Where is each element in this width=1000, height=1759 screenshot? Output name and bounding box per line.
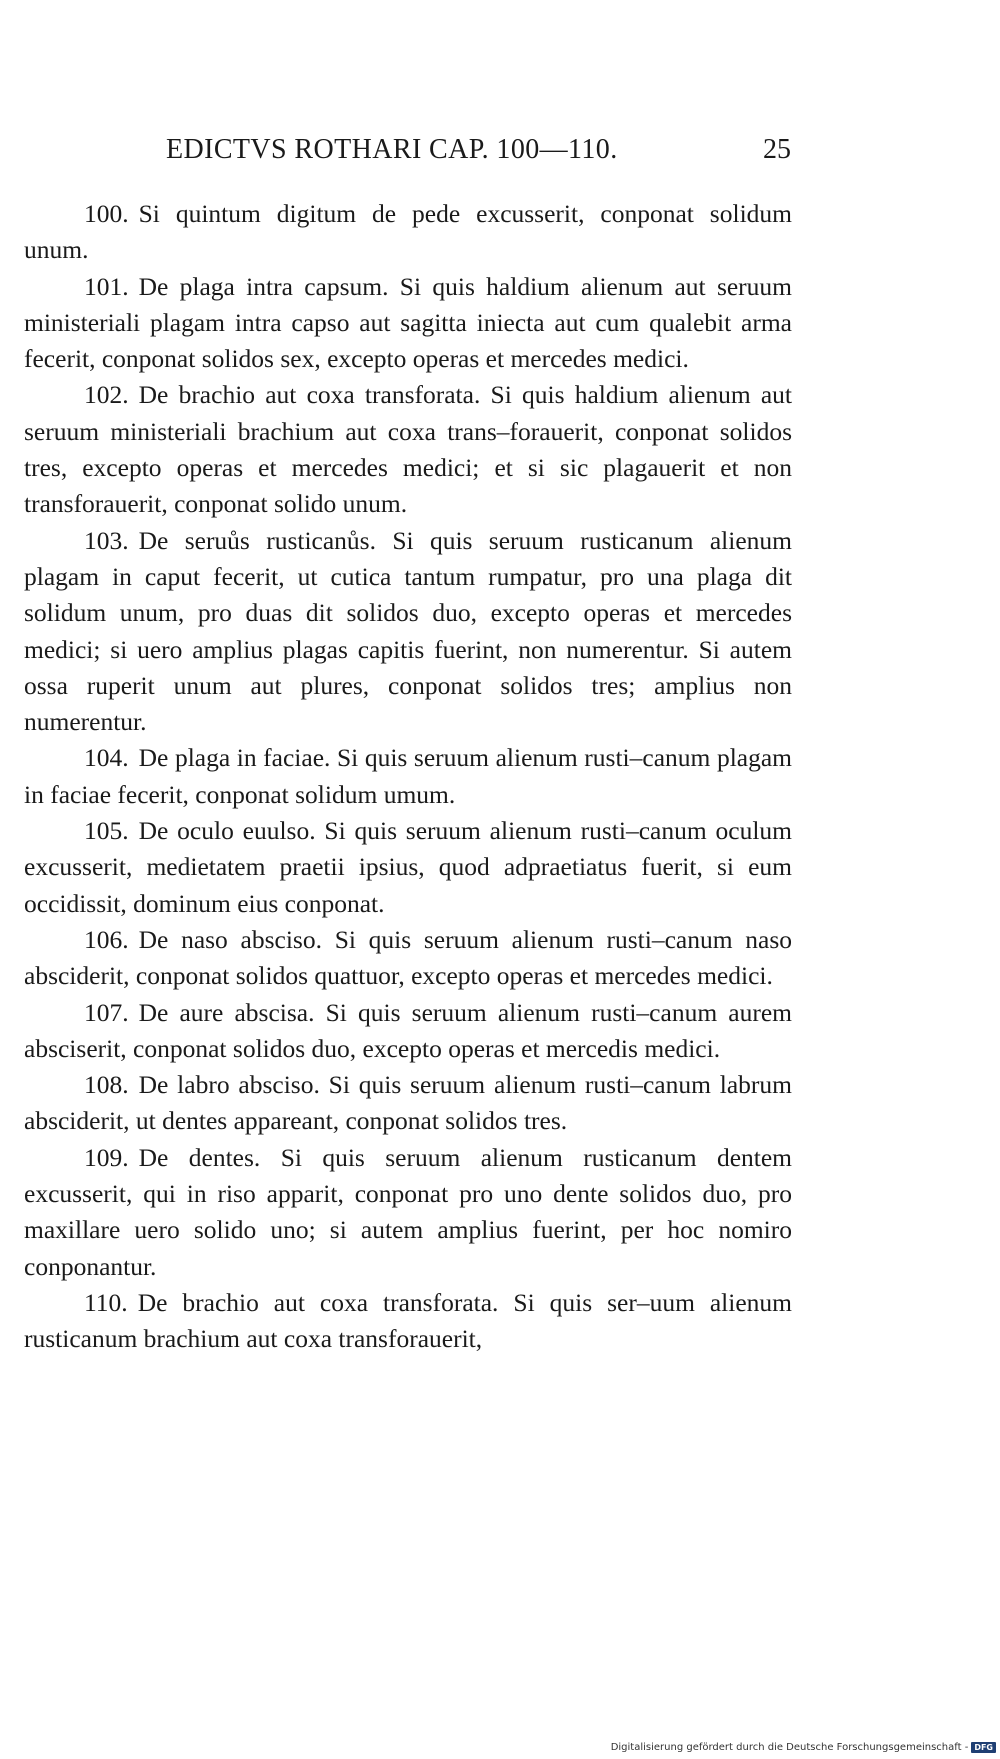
chapter-number: 101. bbox=[84, 271, 129, 301]
chapter-title: De naso absciso. bbox=[138, 924, 322, 954]
dfg-logo: DFG bbox=[971, 1742, 996, 1753]
chapter-text: Si quis seruum alienum rusti‒canum labrum absciderit, ut dentes appareant, conponat solidos tres. bbox=[24, 1070, 792, 1136]
chapter-100 bbox=[24, 196, 792, 269]
chapter-text: Si quis haldium alienum aut seruum ministeriali plagam intra capso aut sagitta iniecta aut cum qualebit arma fecerit, conponat solidos sex, excepto operas et mercedes medici. bbox=[24, 271, 793, 374]
chapter-number: 104. bbox=[84, 743, 129, 773]
chapter-text: Si quis seruum rusticanum alienum plagam in caput fecerit, ut cutica tantum rumpatur, pro una plaga dit solidum unum, pro duas dit solidos duo, excepto operas et mercedes medici; si uero amplius plagas capitis fuerint, non numerentur. Si autem ossa ruperit unum aut plures, conponat solidos tres; amplius non numerentur. bbox=[24, 525, 792, 737]
running-header bbox=[166, 134, 791, 174]
chapter-number: 110. bbox=[84, 1287, 128, 1317]
chapter-105 bbox=[24, 813, 792, 922]
chapter-number: 100. bbox=[84, 199, 129, 228]
page-number: 25 bbox=[763, 134, 791, 165]
chapter-title: De oculo euulso. bbox=[138, 816, 316, 846]
chapter-title: De aure abscisa. bbox=[138, 997, 315, 1027]
chapter-108 bbox=[24, 1067, 792, 1140]
chapter-number: 105. bbox=[84, 816, 129, 846]
digitization-credit bbox=[611, 1742, 996, 1753]
running-title: EDICTVS ROTHARI CAP. 100—110. bbox=[166, 134, 618, 165]
chapter-text: Si quintum digitum de pede excusserit, conponat solidum unum. bbox=[24, 199, 792, 265]
chapter-text: Si quis seruum alienum rusti‒canum naso absciderit, conponat solidos quattuor, excepto operas et mercedes medici. bbox=[24, 924, 793, 991]
chapter-102 bbox=[24, 377, 792, 522]
chapter-number: 102. bbox=[84, 380, 129, 410]
chapter-text: Si quis haldium alienum aut seruum ministeriali brachium aut coxa trans‒forauerit, conponat solidos tres, excepto operas et mercedes medici; et si sic plagauerit et non transforauerit, conponat solido unum. bbox=[24, 380, 793, 519]
chapter-title: De brachio aut coxa transforata. bbox=[137, 1287, 499, 1317]
chapter-101 bbox=[24, 269, 792, 378]
chapter-number: 107. bbox=[84, 997, 129, 1027]
chapter-text: Si quis seruum alienum rusti‒canum plagam in faciae fecerit, conponat solidum umum. bbox=[24, 743, 792, 809]
chapter-103 bbox=[24, 523, 792, 741]
chapter-110 bbox=[24, 1285, 792, 1358]
chapter-107 bbox=[24, 995, 792, 1068]
chapter-title: De plaga intra capsum. bbox=[138, 271, 389, 301]
chapter-number: 106. bbox=[84, 924, 129, 954]
chapter-number: 103. bbox=[84, 525, 129, 555]
chapter-title: De brachio aut coxa transforata. bbox=[138, 380, 481, 410]
chapter-title: De labro absciso. bbox=[138, 1070, 320, 1100]
chapter-text: Si quis ser‒uum alienum rusticanum brachium aut coxa transforauerit, bbox=[24, 1287, 793, 1354]
chapter-title: De dentes. bbox=[138, 1142, 261, 1172]
body-text bbox=[24, 196, 792, 1358]
chapter-text: Si quis seruum alienum rusticanum dentem excusserit, qui in riso apparit, conponat pro uno dente solidos duo, pro maxillare uero solido uno; si autem amplius fuerint, per hoc nomiro conponantur. bbox=[24, 1142, 792, 1281]
chapter-109 bbox=[24, 1140, 792, 1285]
chapter-title: De plaga in faciae. bbox=[138, 743, 331, 773]
chapter-text: Si quis seruum alienum rusti‒canum aurem absciserit, conponat solidos duo, excepto operas et mercedis medici. bbox=[24, 997, 792, 1063]
chapter-106 bbox=[24, 922, 792, 995]
credit-text: Digitalisierung gefördert durch die Deutsche Forschungsgemeinschaft - bbox=[610, 1742, 969, 1753]
chapter-number: 108. bbox=[84, 1070, 129, 1100]
chapter-number: 109. bbox=[84, 1142, 129, 1172]
chapter-title: De seruůs rusticanůs. bbox=[138, 525, 376, 555]
chapter-104 bbox=[24, 740, 792, 813]
chapter-text: Si quis seruum alienum rusti‒canum oculum excusserit, medietatem praetii ipsius, quod adpraetiatus fuerit, si eum occidissit, dominum eius conponat. bbox=[24, 816, 792, 918]
